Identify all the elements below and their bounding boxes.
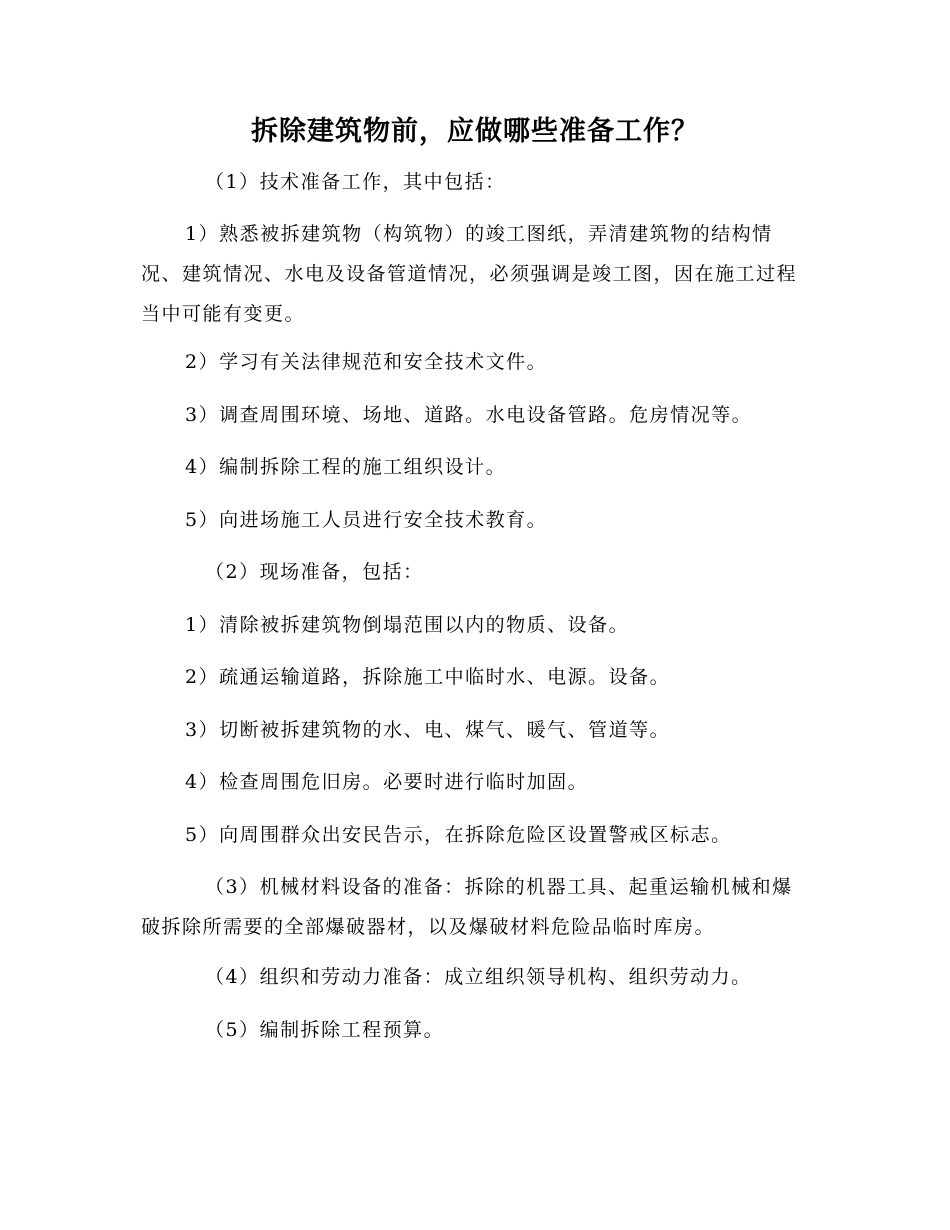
paragraph-technical-5: 5）向进场施工人员进行安全技术教育。 [185, 509, 548, 531]
section-machinery: （3）机械材料设备的准备：拆除的机器工具、起重运输机械和爆破拆除所需要的全部爆破器材，以及爆破材料危险品临时库房。 [141, 876, 793, 938]
paragraph-technical-3: 3）调查周围环境、场地、道路。水电设备管路。危房情况等。 [185, 404, 753, 426]
document-title: 拆除建筑物前，应做哪些准备工作？ [251, 116, 699, 147]
section-heading-technical: （1）技术准备工作，其中包括： [205, 171, 506, 193]
paragraph-technical-4: 4）编制拆除工程的施工组织设计。 [185, 456, 507, 478]
paragraph-site-4: 4）检查周围危旧房。必要时进行临时加固。 [185, 771, 589, 793]
paragraph-site-2: 2）疏通运输道路，拆除施工中临时水、电源。设备。 [185, 666, 671, 688]
paragraph-technical-2: 2）学习有关法律规范和安全技术文件。 [185, 351, 548, 373]
paragraph-site-3: 3）切断被拆建筑物的水、电、煤气、暖气、管道等。 [185, 719, 671, 741]
paragraph-technical-1: 1）熟悉被拆建筑物（构筑物）的竣工图纸，弄清建筑物的结构情况、建筑情况、水电及设备管道情况，必须强调是竣工图，因在施工过程当中可能有变更。 [141, 223, 798, 325]
section-heading-site: （2）现场准备，包括： [205, 561, 424, 583]
paragraph-site-5: 5）向周围群众出安民告示，在拆除危险区设置警戒区标志。 [185, 824, 732, 846]
paragraph-site-1: 1）清除被拆建筑物倒塌范围以内的物质、设备。 [185, 614, 630, 636]
section-budget: （5）编制拆除工程预算。 [205, 1019, 445, 1041]
section-organization: （4）组织和劳动力准备：成立组织领导机构、组织劳动力。 [205, 966, 752, 988]
